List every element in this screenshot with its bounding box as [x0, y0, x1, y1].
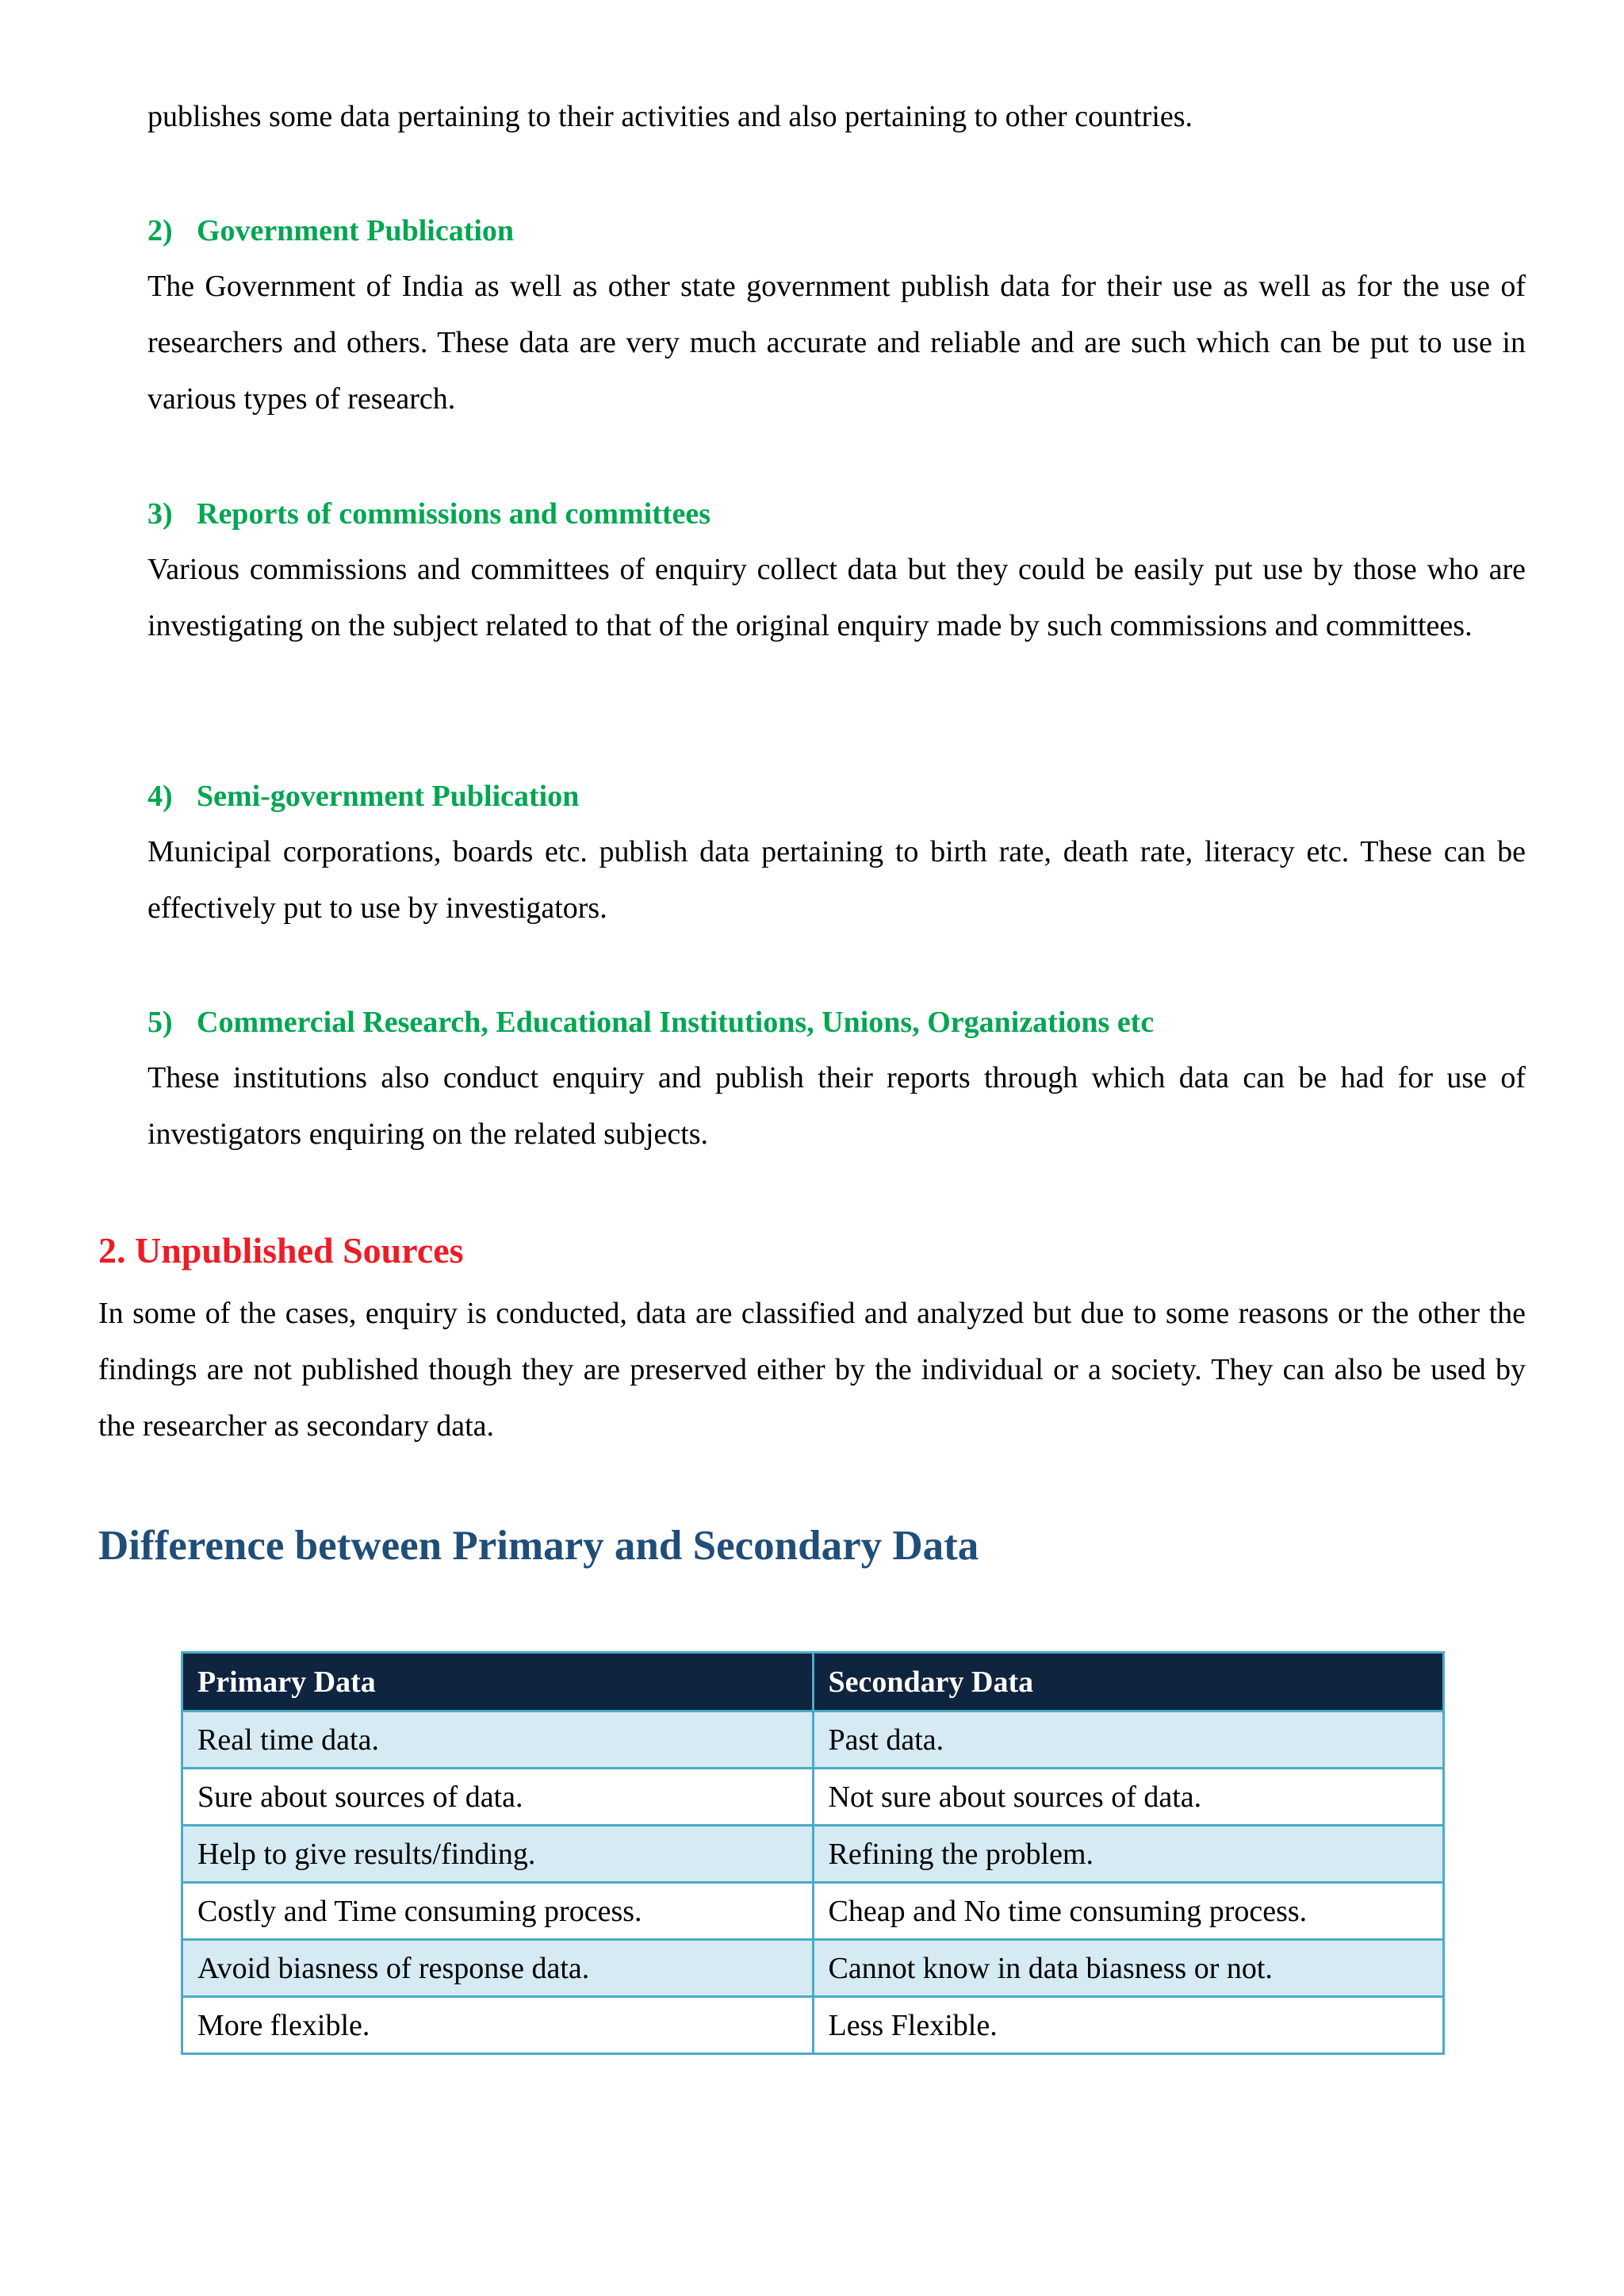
table-cell: Costly and Time consuming process. [182, 1883, 814, 1940]
subheading-commercial-research [147, 1004, 1154, 1041]
table-cell: Real time data. [182, 1711, 814, 1769]
table-cell: Not sure about sources of data. [813, 1769, 1444, 1826]
paragraph-reports-of-commissions: Various commissions and committees of enquiry collect data but they could be easily put use by those who are investigating on the subject related to that of the original enquiry made by such commissions and committees. [147, 553, 1526, 642]
table-cell: Cheap and No time consuming process. [813, 1883, 1444, 1940]
table-cell: Past data. [813, 1711, 1444, 1769]
subheading-text: Government Publication [197, 214, 515, 247]
table-row [182, 1826, 1444, 1883]
table-row [182, 1769, 1444, 1826]
subheading-number: 3) [147, 497, 173, 531]
table-cell: More flexible. [182, 1997, 814, 2054]
subheading-number: 2) [147, 214, 173, 247]
subheading-text: Semi-government Publication [197, 780, 580, 813]
table-row [182, 1997, 1444, 2054]
subheading-number: 5) [147, 1006, 173, 1039]
subheading-semi-government-publication [147, 778, 579, 815]
table-header-row [182, 1653, 1444, 1711]
paragraph-government-publication: The Government of India as well as other state government publish data for their use as well as for the use of researchers and others. These data are very much accurate and reliable and are such which can be put to use in various types of research. [147, 270, 1526, 416]
table-cell: Refining the problem. [813, 1826, 1444, 1883]
table-cell: Sure about sources of data. [182, 1769, 814, 1826]
paragraph-unpublished-sources: In some of the cases, enquiry is conducted, data are classified and analyzed but due to some reasons or the other the findings are not published though they are preserved either by the individual or a society. They can also be used by the researcher as secondary data. [98, 1297, 1526, 1443]
paragraph-commercial-research: These institutions also conduct enquiry and publish their reports through which data can be had for use of investigators enquiring on the related subjects. [147, 1061, 1526, 1151]
heading-difference-primary-secondary: Difference between Primary and Secondary Data [98, 1523, 979, 1569]
subheading-government-publication [147, 213, 514, 249]
table-cell: Less Flexible. [813, 1997, 1444, 2054]
comparison-table [181, 1651, 1445, 2055]
table-row [182, 1940, 1444, 1997]
subheading-number: 4) [147, 780, 173, 813]
table-row [182, 1883, 1444, 1940]
subheading-text: Commercial Research, Educational Institutions, Unions, Organizations etc [197, 1006, 1155, 1039]
table-cell: Cannot know in data biasness or not. [813, 1940, 1444, 1997]
column-header-secondary: Secondary Data [813, 1653, 1444, 1711]
subheading-text: Reports of commissions and committees [197, 497, 711, 531]
paragraph-semi-government-publication: Municipal corporations, boards etc. publish data pertaining to birth rate, death rate, literacy etc. These can be effectively put to use by investigators. [147, 835, 1526, 925]
intro-line: publishes some data pertaining to their activities and also pertaining to other countries. [147, 100, 1193, 133]
column-header-primary: Primary Data [182, 1653, 814, 1711]
subheading-reports-of-commissions [147, 496, 710, 532]
table-cell: Avoid biasness of response data. [182, 1940, 814, 1997]
table-cell: Help to give results/finding. [182, 1826, 814, 1883]
heading-unpublished-sources: 2. Unpublished Sources [98, 1230, 464, 1271]
table-row [182, 1711, 1444, 1769]
